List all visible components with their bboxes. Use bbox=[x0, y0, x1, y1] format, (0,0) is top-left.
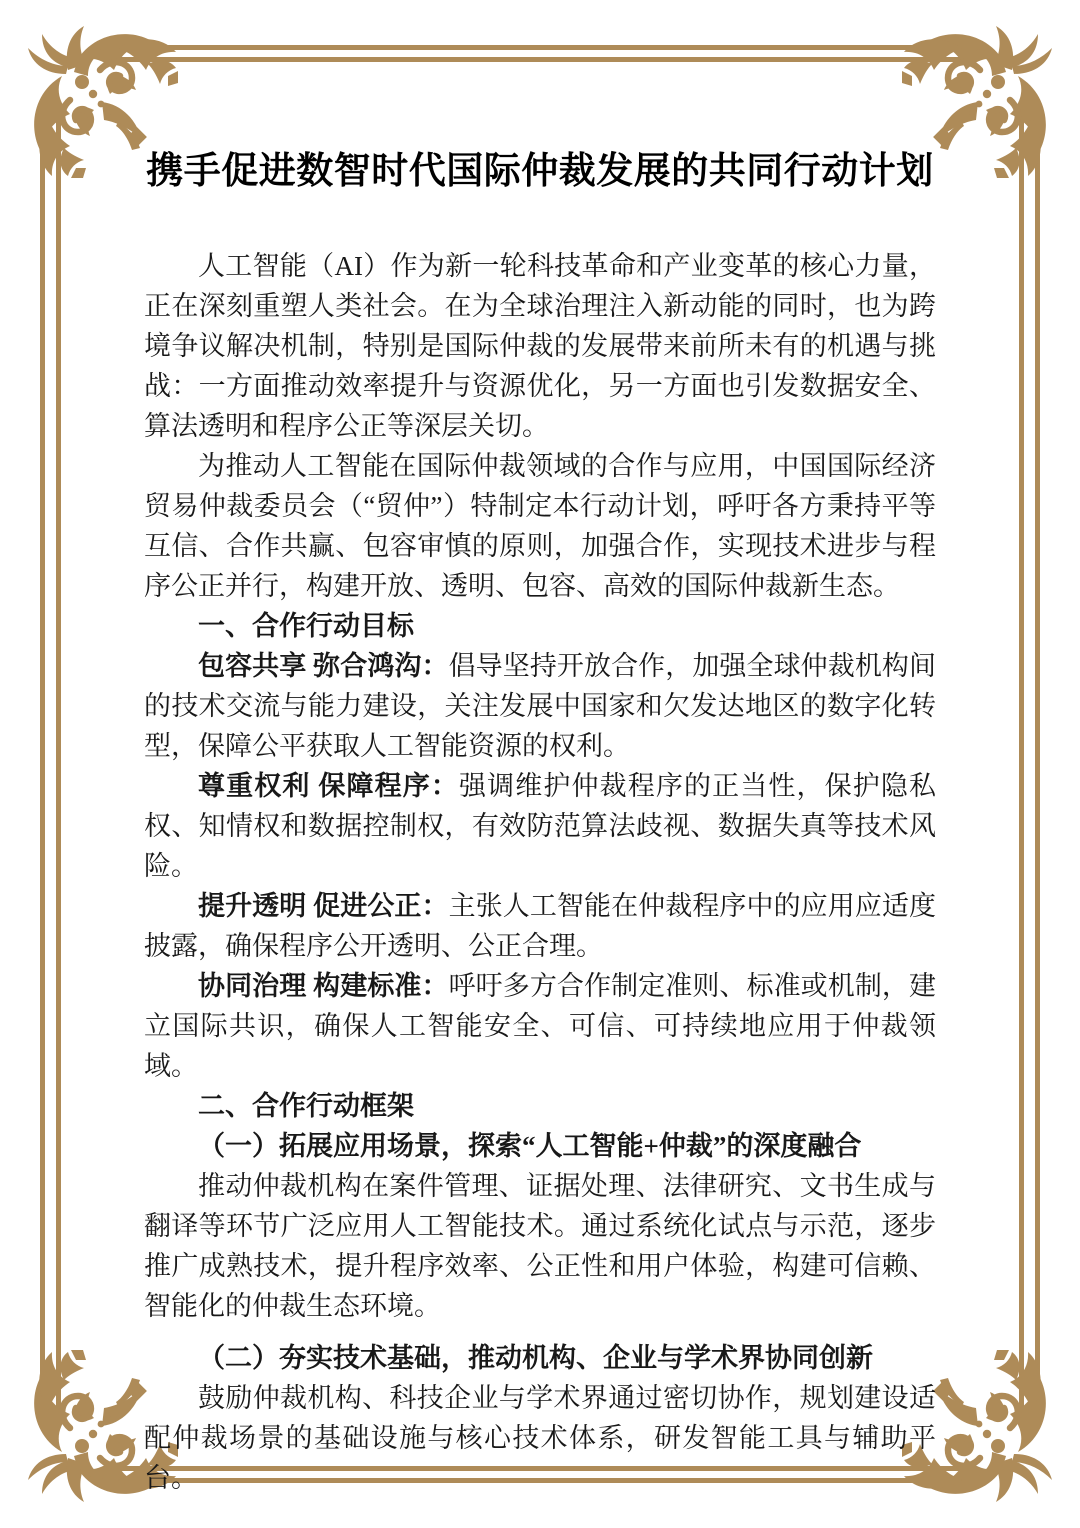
goal-lead-transparency: 提升透明 促进公正： bbox=[198, 891, 449, 921]
section-heading-goals: 一、合作行动目标 bbox=[198, 611, 414, 641]
goal-lead-respect-rights: 尊重权利 保障程序： bbox=[198, 771, 459, 801]
frame-line-left-inner bbox=[56, 105, 61, 1423]
goal-lead-governance: 协同治理 构建标准： bbox=[198, 971, 449, 1001]
goal-lead-inclusive-sharing: 包容共享 弥合鸿沟： bbox=[198, 651, 449, 681]
frame-line-right-outer bbox=[1035, 105, 1040, 1423]
frame-line-top-outer bbox=[105, 45, 975, 50]
subsection-heading-application: （一）拓展应用场景，探索“人工智能+仲裁”的深度融合 bbox=[198, 1131, 862, 1161]
frame-line-right-inner bbox=[1019, 105, 1024, 1423]
paragraph-goal-transparency bbox=[144, 886, 936, 966]
goal-text-inclusive-sharing: 倡导坚持开放合作，加强全球仲裁机构间的技术交流与能力建设，关注发展中国家和欠发达地区的数字化转型，保障公平获取人工智能资源的权利。 bbox=[144, 651, 937, 761]
goal-text-respect-rights: 强调维护仲裁程序的正当性，保护隐私权、知情权和数据控制权，有效防范算法歧视、数据失真等技术风险。 bbox=[144, 771, 936, 881]
frame-line-top-inner bbox=[105, 57, 975, 62]
goal-text-transparency: 主张人工智能在仲裁程序中的应用应适度披露，确保程序公开透明、公正合理。 bbox=[144, 891, 937, 961]
paragraph-goal-respect-rights bbox=[144, 766, 936, 886]
paragraph-goal-inclusive-sharing bbox=[144, 646, 936, 766]
paragraph-application-detail: 推动仲裁机构在案件管理、证据处理、法律研究、文书生成与翻译等环节广泛应用人工智能技术。通过系统化试点与示范，逐步推广成熟技术，提升程序效率、公正性和用户体验，构建可信赖、智能化的仲裁生态环境。 bbox=[144, 1171, 936, 1321]
paragraph-goal-governance bbox=[144, 966, 936, 1086]
frame-line-left-outer bbox=[40, 105, 45, 1423]
document-content bbox=[144, 152, 936, 1498]
subsection-heading-technology: （二）夯实技术基础，推动机构、企业与学术界协同创新 bbox=[198, 1343, 873, 1373]
paragraph-intro-ai: 人工智能（AI）作为新一轮科技革命和产业变革的核心力量，正在深刻重塑人类社会。在为全球治理注入新动能的同时，也为跨境争议解决机制，特别是国际仲裁的发展带来前所未有的机遇与挑战：一方面推动效率提升与资源优化，另一方面也引发数据安全、算法透明和程序公正等深层关切。 bbox=[144, 251, 936, 441]
section-heading-framework: 二、合作行动框架 bbox=[198, 1091, 414, 1121]
paragraph-technology-detail: 鼓励仲裁机构、科技企业与学术界通过密切协作，规划建设适配仲裁场景的基础设施与核心技术体系，研发智能工具与辅助平台。 bbox=[144, 1383, 936, 1493]
page-title: 携手促进数智时代国际仲裁发展的共同行动计划 bbox=[146, 151, 934, 192]
paragraph-plan-purpose: 为推动人工智能在国际仲裁领域的合作与应用，中国国际经济贸易仲裁委员会（“贸仲”）特制定本行动计划，呼吁各方秉持平等互信、合作共赢、包容审慎的原则，加强合作，实现技术进步与程序公正并行，构建开放、透明、包容、高效的国际仲裁新生态。 bbox=[144, 451, 936, 601]
goal-text-governance: 呼吁多方合作制定准则、标准或机制，建立国际共识，确保人工智能安全、可信、可持续地应用于仲裁领域。 bbox=[144, 971, 937, 1081]
